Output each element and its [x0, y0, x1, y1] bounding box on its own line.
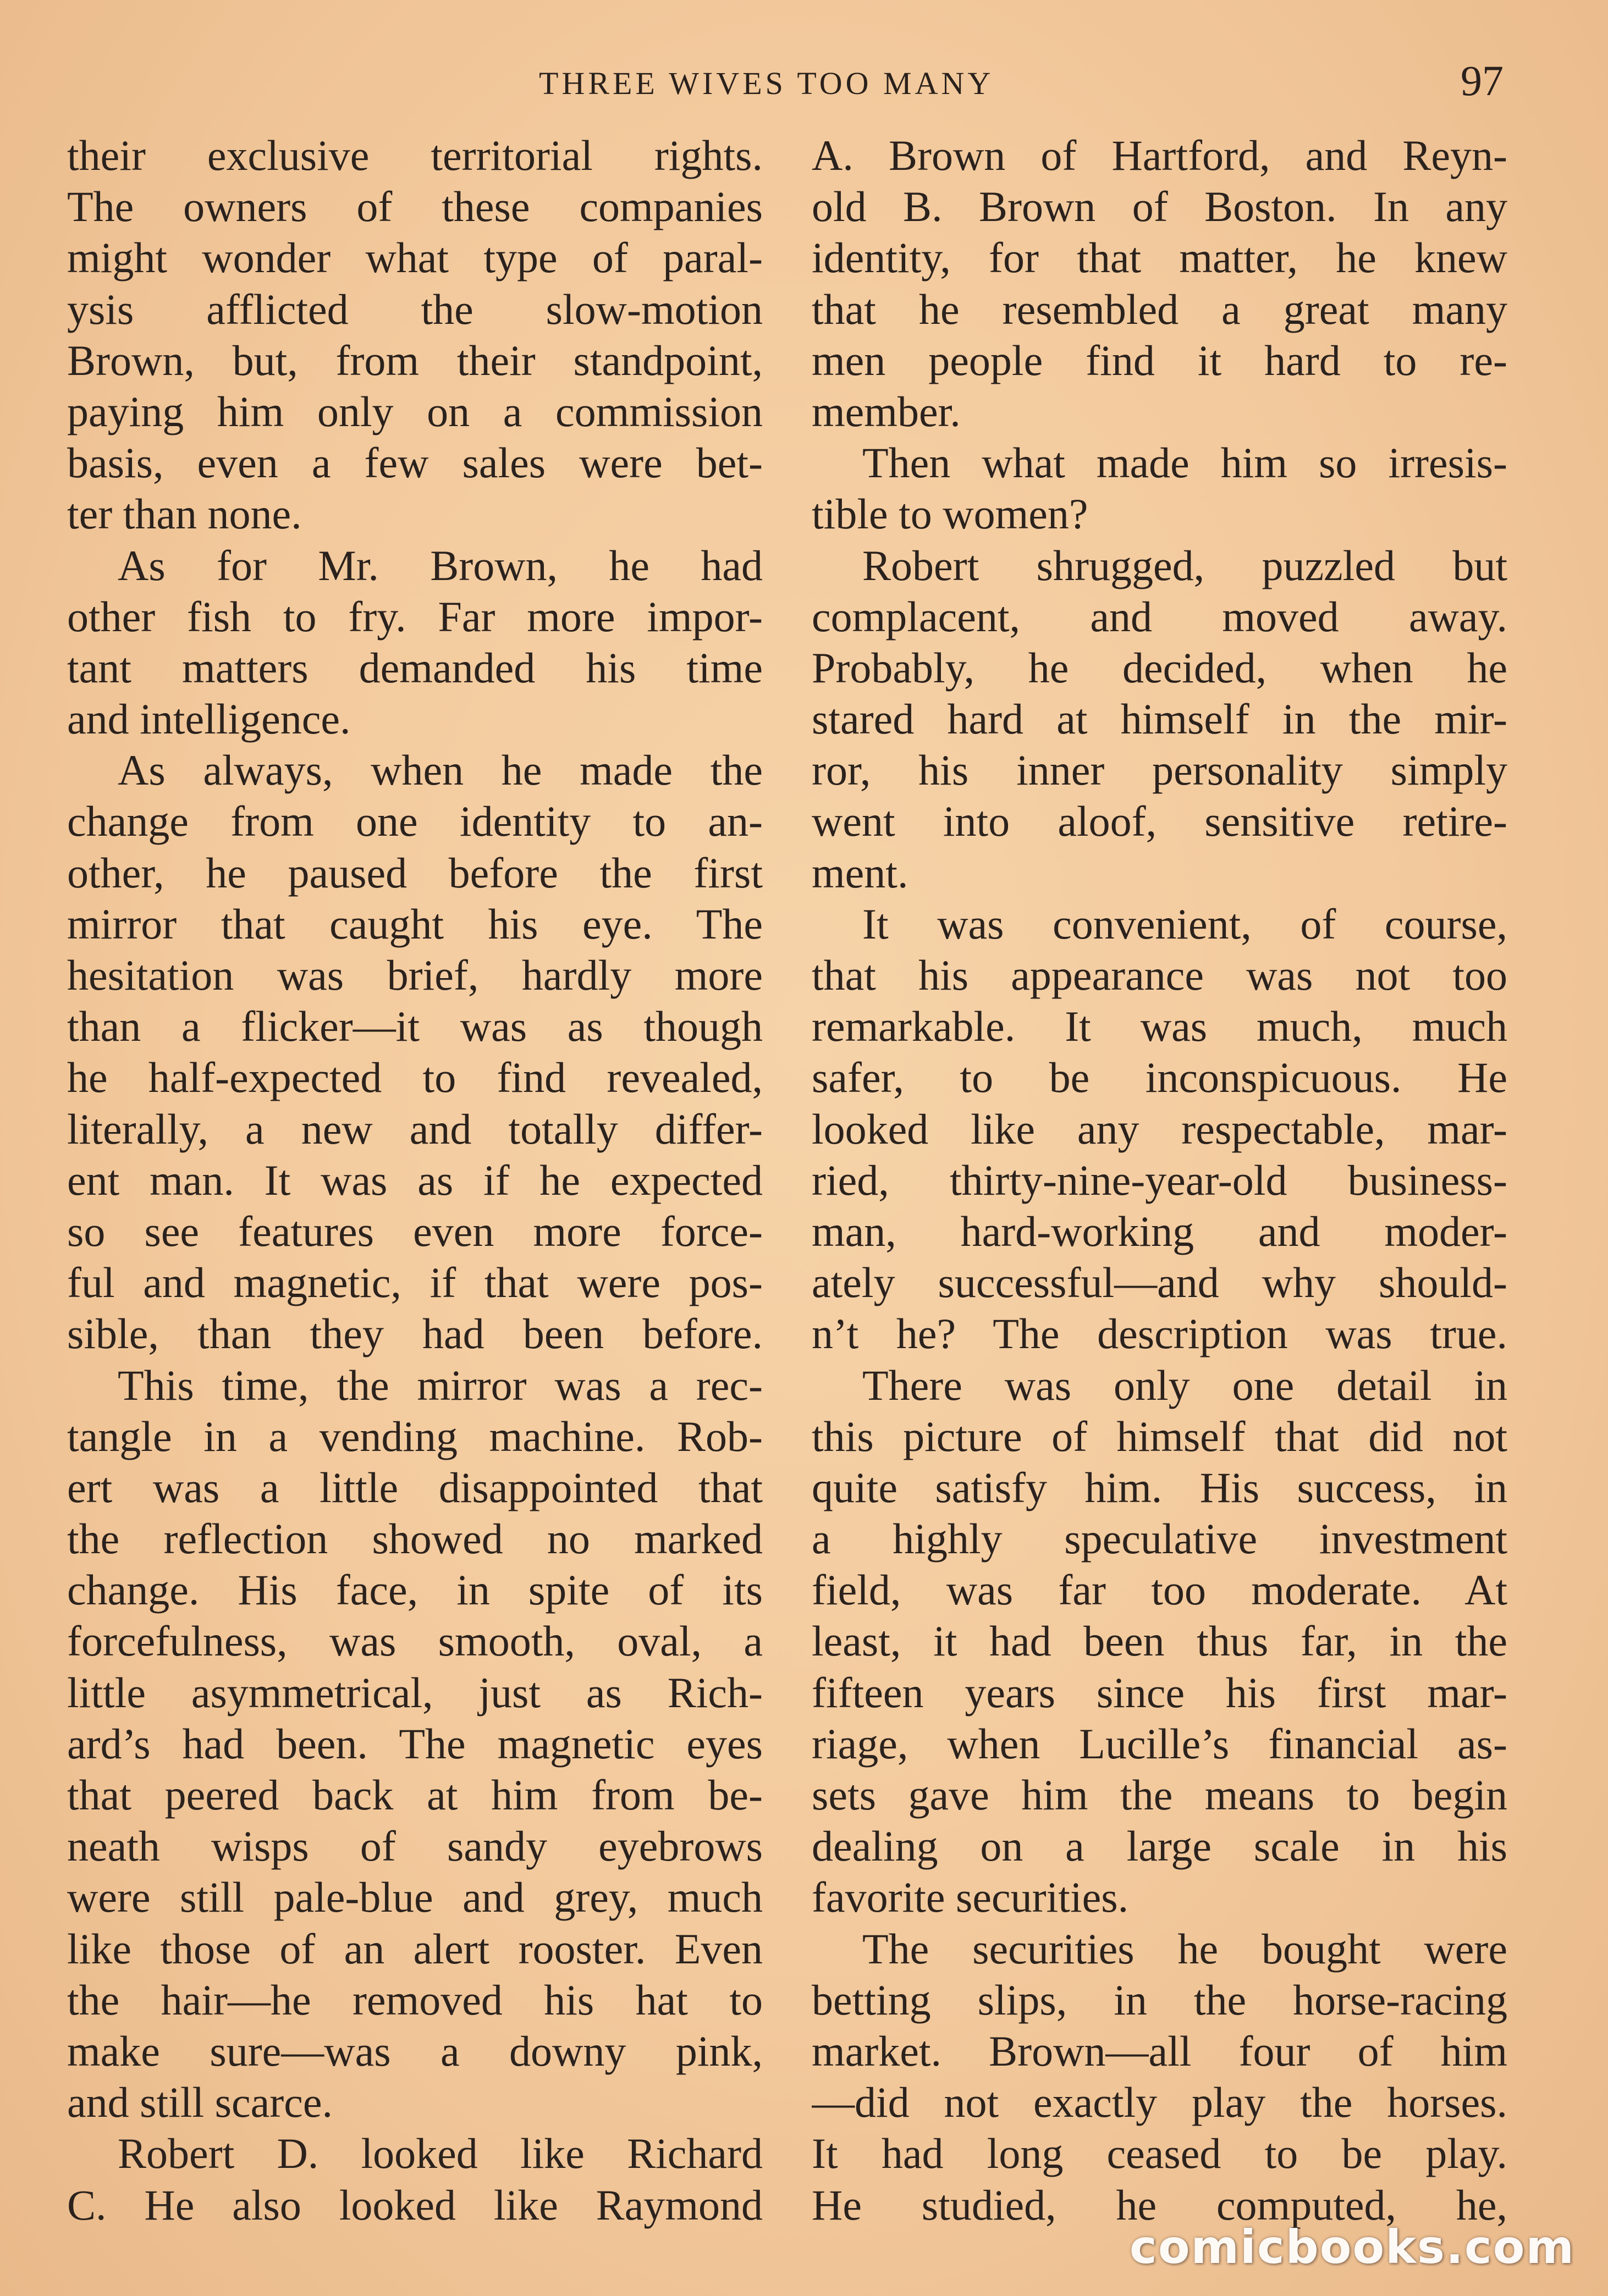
- page-number: 97: [1461, 57, 1504, 104]
- text-line: betting slips, in the horse-racing: [812, 1975, 1507, 2024]
- text-line: hesitation was brief, hardly more: [67, 951, 763, 999]
- text-line: There was only one detail in: [862, 1361, 1507, 1409]
- text-line: sible, than they had been before.: [67, 1310, 763, 1358]
- text-line: —did not exactly play the horses.: [812, 2078, 1507, 2127]
- text-line: their exclusive territorial rights.: [67, 131, 763, 179]
- text-line: paying him only on a commission: [67, 387, 763, 435]
- text-line: The securities he bought were: [862, 1924, 1507, 1973]
- text-line: the hair—he removed his hat to: [67, 1975, 763, 2024]
- text-line: Then what made him so irresis-: [862, 439, 1507, 487]
- text-line: member.: [812, 387, 961, 435]
- text-line: were still pale-blue and grey, much: [67, 1873, 763, 1922]
- text-line: a highly speculative investment: [812, 1515, 1507, 1563]
- left-text-column: [67, 130, 763, 2231]
- text-line: ately successful—and why should-: [812, 1259, 1507, 1307]
- text-line: men people find it hard to re-: [812, 336, 1507, 384]
- text-line: Robert shrugged, puzzled but: [862, 541, 1507, 589]
- text-line: and intelligence.: [67, 695, 351, 743]
- text-line: tible to women?: [812, 490, 1088, 538]
- text-line: mirror that caught his eye. The: [67, 899, 763, 948]
- text-line: the reflection showed no marked: [67, 1515, 763, 1563]
- text-line: ful and magnetic, if that were pos-: [67, 1259, 763, 1307]
- text-line: complacent, and moved away.: [812, 592, 1507, 641]
- text-line: neath wisps of sandy eyebrows: [67, 1822, 763, 1870]
- text-line: literally, a new and totally differ-: [67, 1105, 763, 1153]
- text-line: might wonder what type of paral-: [67, 234, 763, 282]
- text-line: remarkable. It was much, much: [812, 1002, 1507, 1051]
- text-line: ard’s had been. The magnetic eyes: [67, 1719, 763, 1768]
- text-line: little asymmetrical, just as Rich-: [67, 1668, 763, 1717]
- text-line: that he resembled a great many: [812, 285, 1507, 333]
- text-line: this picture of himself that did not: [812, 1412, 1507, 1460]
- text-line: tant matters demanded his time: [67, 643, 763, 692]
- text-line: dealing on a large scale in his: [812, 1822, 1507, 1870]
- text-line: identity, for that matter, he knew: [812, 234, 1507, 282]
- text-line: man, hard-working and moder-: [812, 1207, 1507, 1255]
- text-line: he half-expected to find revealed,: [67, 1053, 763, 1102]
- text-line: favorite securities.: [812, 1873, 1129, 1922]
- text-line: than a flicker—it was as though: [67, 1002, 763, 1051]
- text-line: quite satisfy him. His success, in: [812, 1463, 1507, 1511]
- text-line: It was convenient, of course,: [862, 899, 1507, 948]
- text-line: As always, when he made the: [118, 746, 763, 794]
- text-line: The owners of these companies: [67, 183, 763, 231]
- text-line: n’t he? The description was true.: [812, 1310, 1507, 1358]
- text-line: stared hard at himself in the mir-: [812, 695, 1507, 743]
- text-line: looked like any respectable, mar-: [812, 1105, 1507, 1153]
- text-line: A. Brown of Hartford, and Reyn-: [812, 131, 1507, 179]
- text-line: other, he paused before the first: [67, 848, 763, 897]
- text-line: change. His face, in spite of its: [67, 1566, 763, 1614]
- text-line: Probably, he decided, when he: [812, 643, 1507, 692]
- text-line: safer, to be inconspicuous. He: [812, 1053, 1507, 1102]
- right-text-column: [812, 130, 1507, 2231]
- text-line: ter than none.: [67, 490, 302, 538]
- text-line: ert was a little disappointed that: [67, 1463, 763, 1511]
- text-line: This time, the mirror was a rec-: [118, 1361, 763, 1409]
- text-line: make sure—was a downy pink,: [67, 2027, 763, 2075]
- text-line: market. Brown—all four of him: [812, 2027, 1507, 2075]
- text-line: riage, when Lucille’s financial as-: [812, 1719, 1507, 1768]
- text-line: Brown, but, from their standpoint,: [67, 336, 763, 384]
- running-head: [0, 59, 1608, 109]
- text-line: ried, thirty-nine-year-old business-: [812, 1156, 1507, 1204]
- text-line: tangle in a vending machine. Rob-: [67, 1412, 763, 1460]
- text-line: fifteen years since his first mar-: [812, 1668, 1507, 1717]
- text-line: least, it had been thus far, in the: [812, 1617, 1507, 1665]
- running-title: THREE WIVES TOO MANY: [539, 65, 994, 101]
- text-line: It had long ceased to be play.: [812, 2129, 1507, 2178]
- text-line: basis, even a few sales were bet-: [67, 439, 763, 487]
- text-line: that his appearance was not too: [812, 951, 1507, 999]
- text-line: ror, his inner personality simply: [812, 746, 1507, 794]
- text-line: went into aloof, sensitive retire-: [812, 797, 1507, 846]
- text-line: As for Mr. Brown, he had: [118, 541, 763, 589]
- text-line: ment.: [812, 848, 908, 897]
- text-line: ysis afflicted the slow-motion: [67, 285, 763, 333]
- text-line: and still scarce.: [67, 2078, 333, 2127]
- text-line: that peered back at him from be-: [67, 1771, 763, 1819]
- text-line: like those of an alert rooster. Even: [67, 1924, 763, 1973]
- text-line: ent man. It was as if he expected: [67, 1156, 763, 1204]
- text-line: Robert D. looked like Richard: [118, 2129, 763, 2178]
- text-line: change from one identity to an-: [67, 797, 763, 846]
- text-line: other fish to fry. Far more impor-: [67, 592, 763, 641]
- text-line: old B. Brown of Boston. In any: [812, 183, 1507, 231]
- text-line: sets gave him the means to begin: [812, 1771, 1507, 1819]
- text-line: C. He also looked like Raymond: [67, 2181, 763, 2229]
- text-line: forcefulness, was smooth, oval, a: [67, 1617, 763, 1665]
- watermark-logo: comicbooks.com: [1130, 2220, 1575, 2274]
- text-line: field, was far too moderate. At: [812, 1566, 1507, 1614]
- text-line: He studied, he computed, he,: [812, 2181, 1507, 2229]
- text-line: so see features even more force-: [67, 1207, 763, 1255]
